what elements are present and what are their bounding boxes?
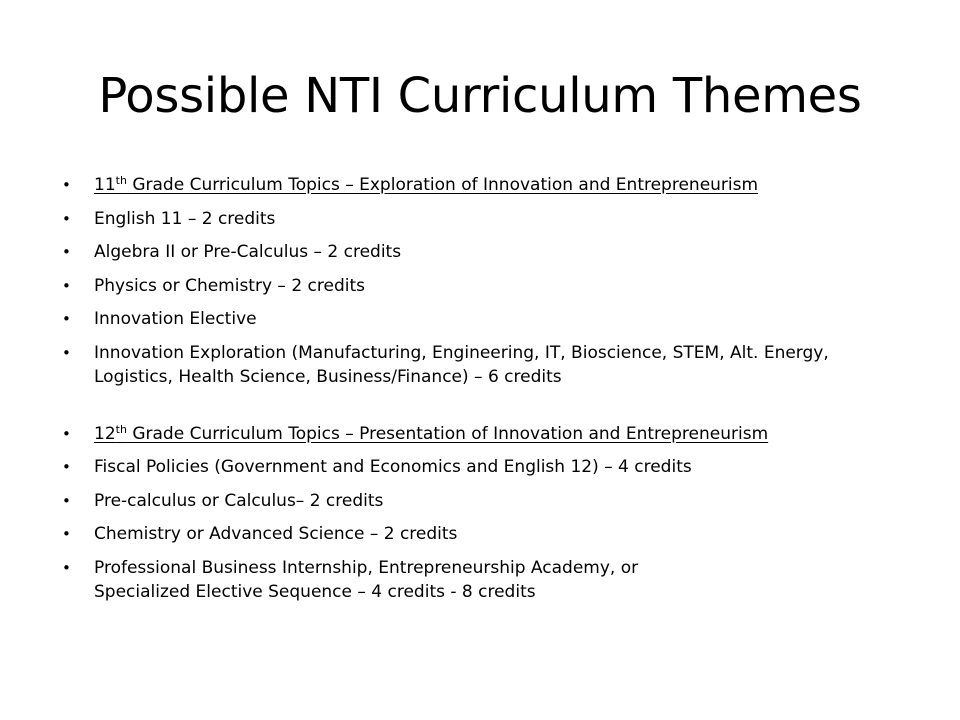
grade-number: 12 [94, 423, 116, 444]
section-heading-11th-grade [62, 173, 902, 197]
heading-rest: Grade Curriculum Topics – Exploration of Innovation and Entrepreneurism [126, 175, 759, 195]
heading-rest: Grade Curriculum Topics – Presentation of Innovation and Entrepreneurism [126, 423, 769, 444]
list-item: • Physics or Chemistry – 2 credits [62, 274, 902, 298]
list-item: • Chemistry or Advanced Science – 2 credits [62, 522, 902, 546]
section-heading-text [94, 424, 768, 444]
list-item-line-1: Professional Business Internship, Entrepreneurship Academy, or [94, 557, 639, 578]
list-item: • Fiscal Policies (Government and Economics and English 12) – 4 credits [62, 455, 902, 479]
bullet-list [62, 173, 902, 613]
list-item: • English 11 – 2 credits [62, 207, 902, 231]
slide-title: Possible NTI Curriculum Themes [98, 68, 862, 124]
list-item [62, 556, 902, 604]
ordinal-suffix: th [115, 422, 127, 436]
section-heading-12th-grade [62, 422, 902, 446]
ordinal-suffix: th [115, 174, 127, 187]
list-item-line-2: Specialized Elective Sequence – 4 credits - 8 credits [94, 581, 536, 602]
list-item: • Pre-calculus or Calculus– 2 credits [62, 489, 902, 513]
section-heading-text [94, 175, 758, 195]
grade-number: 11 [94, 175, 116, 195]
list-item: • Innovation Exploration (Manufacturing, Engineering, IT, Bioscience, STEM, Alt. Energy, Logistics, Health Science, Business/Finance) – 6 credits [62, 341, 902, 389]
list-item: • Innovation Elective [62, 307, 902, 331]
list-item: • Algebra II or Pre-Calculus – 2 credits [62, 240, 902, 264]
